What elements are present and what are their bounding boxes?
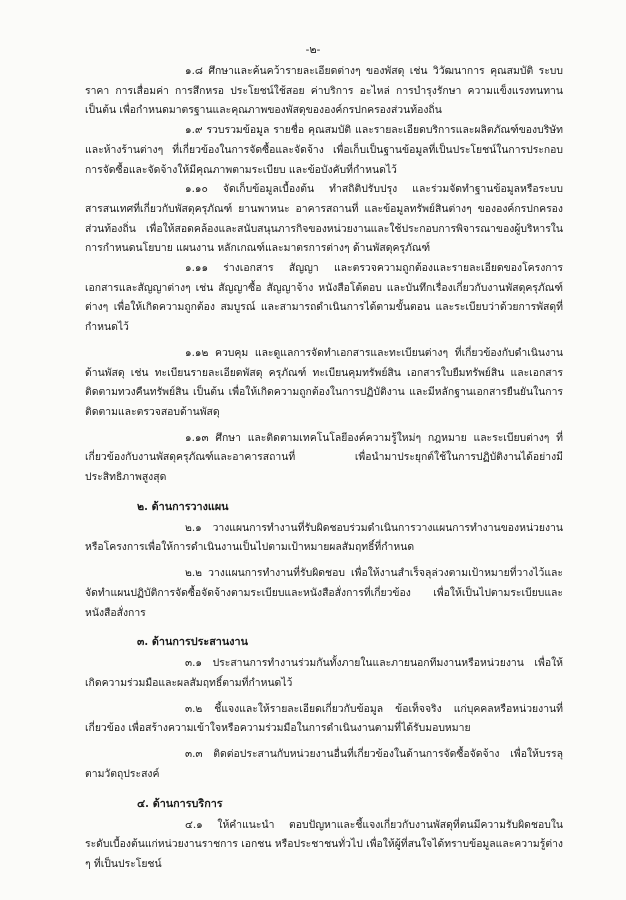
paragraph-1-9: ๑.๙ รวบรวมข้อมูล รายชื่อ คุณสมบัติ และรายละเอียดบริการและผลิตภัณฑ์ของบริษัทและห้างร้านต่างๆ ที่เกี่ยวข้องในการจัดซื้อและจัดจ้าง เพื่อเก็บเป็นฐานข้อมูลที่เป็นประโยชน์ในการประกอบการจัดซื้อและจัดจ้างให้มีคุณภาพตามระเบียบ และข้อบังคับที่กำหนดไว้: [85, 124, 563, 176]
document-body: [85, 62, 563, 875]
section-3-heading: ๓. ด้านการประสานงาน: [137, 635, 248, 649]
paragraph-1-8: ๑.๘ ศึกษาและค้นคว้ารายละเอียดต่างๆ ของพัสดุ เช่น วิวัฒนาการ คุณสมบัติ ระบบราคา การเสื่อมค่า การสึกหรอ ประโยชน์ใช้สอย ค่าบริการ อะไหล่ การบำรุงรักษา ความแข็งแรงทนทาน เป็นต้น เพื่อกำหนดมาตรฐานและคุณภาพของพัสดุขององค์กรปกครองส่วนท้องถิ่น: [85, 65, 563, 117]
paragraph-2-1: ๒.๑ วางแผนการทำงานที่รับผิดชอบร่วมดำเนินการวางแผนการทำงานของหน่วยงานหรือโครงการเพื่อให้การดำเนินงานเป็นไปตามเป้าหมายผลสัมฤทธิ์ที่กำหนด: [85, 521, 563, 554]
paragraph-3-3: ๓.๓ ติดต่อประสานกับหน่วยงานอื่นที่เกี่ยวข้องในด้านการจัดซื้อจัดจ้าง เพื่อให้บรรลุตามวัตถุประสงค์: [85, 748, 563, 780]
paragraph-4-1: ๔.๑ ให้คำแนะนำ ตอบปัญหาและชี้แจงเกี่ยวกับงานพัสดุที่ตนมีความรับผิดชอบในระดับเบื้องต้นแก่หน่วยงานราชการ เอกชน หรือประชาชนทั่วไป เพื่อให้ผู้ที่สนใจได้ทราบข้อมูลและความรู้ต่าง ๆ ที่เป็นประโยชน์: [85, 818, 563, 870]
paragraph-2-2: ๒.๒ วางแผนการทำงานที่รับผิดชอบ เพื่อให้งานสำเร็จลุล่วงตามเป้าหมายที่วางไว้และจัดทำแผนปฏิบัติการจัดซื้อจัดจ้างตามระเบียบและหนังสือสั่งการที่เกี่ยวข้อง เพื่อให้เป็นไปตามระเบียบและหนังสือสั่งการ: [85, 567, 563, 619]
paragraph-3-2: ๓.๒ ชี้แจงและให้รายละเอียดเกี่ยวกับข้อมูล ข้อเท็จจริง แก่บุคคลหรือหน่วยงานที่เกี่ยวข้อง เพื่อสร้างความเข้าใจหรือความร่วมมือในการดำเนินงานตามที่ได้รับมอบหมาย: [85, 702, 563, 735]
paragraph-1-12: ๑.๑๒ ควบคุม และดูแลการจัดทำเอกสารและทะเบียนต่างๆ ที่เกี่ยวข้องกับดำเนินงานด้านพัสดุ เช่น ทะเบียนรายละเอียดพัสดุ ครุภัณฑ์ ทะเบียนคุมทรัพย์สิน เอกสารใบยืมทรัพย์สิน และเอกสารติดตามทวงคืนทรัพย์สิน เป็นต้น เพื่อให้เกิดความถูกต้องในการปฏิบัติงาน และมีหลักฐานเอกสารยืนยันในการติดตามและตรวจสอบด้านพัสดุ: [85, 346, 563, 418]
section-4-heading: ๔. ด้านการบริการ: [137, 796, 223, 810]
paragraph-1-10: ๑.๑๐ จัดเก็บข้อมูลเบื้องต้น ทำสถิติปรับปรุง และร่วมจัดทำฐานข้อมูลหรือระบบสารสนเทศที่เกี่ยวกับพัสดุครุภัณฑ์ ยานพาหนะ อาคารสถานที่ และข้อมูลทรัพย์สินต่างๆ ขององค์กรปกครองส่วนท้องถิ่น เพื่อให้สอดคล้องและสนับสนุนภารกิจของหน่วยงานและใช้ประกอบการพิจารณาของผู้บริหารในการกำหนดนโยบาย แผนงาน หลักเกณฑ์และมาตรการต่างๆ ด้านพัสดุครุภัณฑ์: [85, 183, 563, 255]
page-number: -๒-: [305, 43, 321, 56]
paragraph-1-13: ๑.๑๓ ศึกษา และติดตามเทคโนโลยีองค์ความรู้ใหม่ๆ กฎหมาย และระเบียบต่างๆ ที่เกี่ยวข้องกับงานพัสดุครุภัณฑ์และอาคารสถานที่ เพื่อนำมาประยุกต์ใช้ในการปฏิบัติงานได้อย่างมีประสิทธิภาพสูงสุด: [85, 431, 563, 484]
paragraph-1-11: ๑.๑๑ ร่างเอกสาร สัญญา และตรวจความถูกต้องและรายละเอียดของโครงการ เอกสารและสัญญาต่างๆ เช่น สัญญาซื้อ สัญญาจ้าง หนังสือโต้ตอบ และบันทึกเรื่องเกี่ยวกับงานพัสดุครุภัณฑ์ต่างๆ เพื่อให้เกิดความถูกต้อง สมบูรณ์ และสามารถดำเนินการได้ตามขั้นตอน และระเบียบว่าด้วยการพัสดุที่กำหนดไว้: [85, 262, 563, 334]
paragraph-3-1: ๓.๑ ประสานการทำงานร่วมกันทั้งภายในและภายนอกทีมงานหรือหน่วยงาน เพื่อให้เกิดความร่วมมือและผลสัมฤทธิ์ตามที่กำหนดไว้: [85, 657, 563, 689]
section-2-heading: ๒. ด้านการวางแผน: [137, 499, 229, 513]
